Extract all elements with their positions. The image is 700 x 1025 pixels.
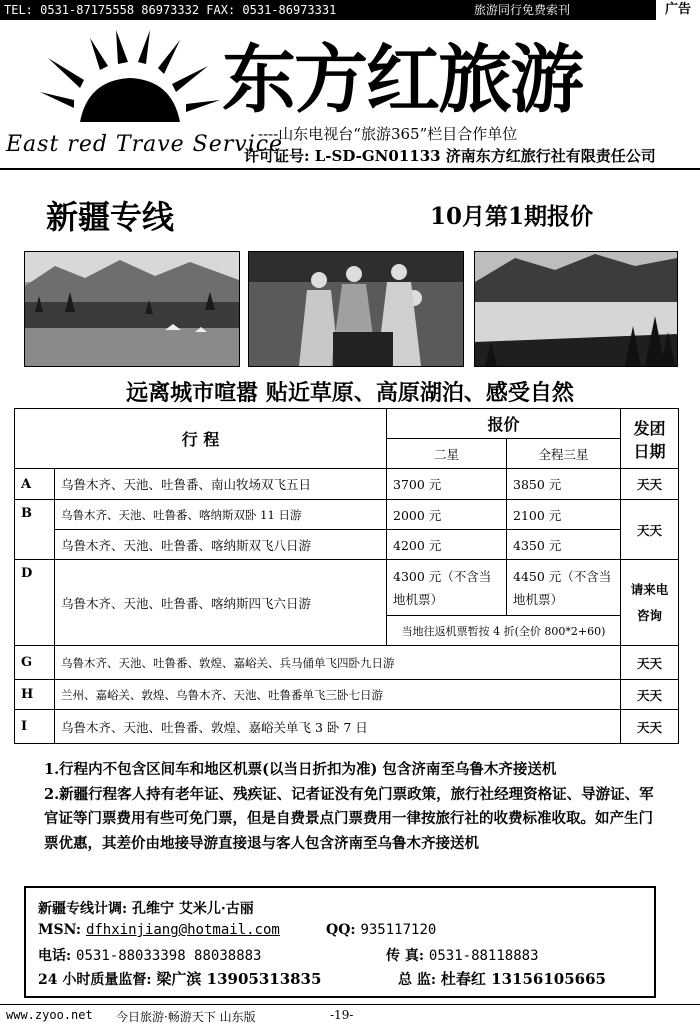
route-code: I [15, 710, 55, 744]
price-header: 报价 [387, 409, 621, 439]
departure-date: 天天 [621, 710, 679, 744]
brand-name: 东方红旅游 [222, 37, 582, 123]
footer-divider [0, 1004, 700, 1005]
departure-date: 天天 [621, 469, 679, 500]
route-code: B [15, 500, 55, 560]
table-row [15, 646, 679, 680]
price-three-star: 2100 元 [507, 500, 621, 530]
fax-number: 0531-88118883 [428, 948, 539, 964]
price-two-star: 4300 元（不含当地机票） [387, 560, 507, 616]
page-number: -19- [330, 1008, 354, 1022]
price-two-star: 4200 元 [387, 530, 507, 560]
lake-photo [474, 251, 678, 367]
note-item: 2.新疆行程客人持有老年证、残疾证、记者证没有免门票政策，旅行社经理资格证、导游证、军官证等门票费用有些可免门票，但是自费景点门票费用一律按旅行社的收费标准收取。如产生门票优惠，其差价由地接导游直接退与客人包含济南至乌鲁木齐接送机 [44, 785, 654, 852]
route-code: A [15, 469, 55, 500]
route-code: G [15, 646, 55, 680]
director-contact: 杜春红 13156105665 [440, 970, 606, 988]
english-name: East red Trave Service [6, 132, 284, 157]
top-bar [0, 0, 700, 20]
tagline: ----山东电视台“旅游365”栏目合作单位 [258, 125, 518, 143]
grassland-photo [24, 251, 240, 367]
free-index-label: 旅游同行免费索刊 [474, 3, 571, 17]
sun-logo-icon [40, 30, 220, 130]
departure-date: 天天 [621, 500, 679, 560]
contact-box [24, 886, 656, 998]
msn-email-link[interactable]: dfhxinjiang@hotmail.com [85, 922, 280, 938]
departure-date: 天天 [621, 646, 679, 680]
route-code: H [15, 680, 55, 710]
departure-header: 发团日期 [621, 409, 679, 469]
price-table [14, 408, 679, 744]
route-title: 新疆专线 [46, 198, 175, 236]
msn-label: MSN: [38, 922, 82, 938]
phone-label: 电话: [38, 948, 72, 964]
route-name: 乌鲁木齐、天池、吐鲁番、喀纳斯双卧 11 日游 [55, 500, 387, 530]
price-three-star: 4350 元 [507, 530, 621, 560]
dancers-photo [248, 251, 464, 367]
route-name: 兰州、嘉峪关、敦煌、乌鲁木齐、天池、吐鲁番单飞三卧七日游 [55, 680, 621, 710]
slogan: 远离城市喧嚣 贴近草原、高原湖泊、感受自然 [126, 381, 574, 406]
departure-date: 天天 [621, 680, 679, 710]
header [0, 20, 700, 170]
table-row [15, 530, 679, 560]
route-name: 乌鲁木齐、天池、吐鲁番、喀纳斯双飞八日游 [55, 530, 387, 560]
notes [44, 758, 664, 856]
qq-number: 935117120 [360, 922, 437, 938]
footer-slogan: 今日旅游·畅游天下 山东版 [116, 1010, 256, 1024]
header-divider [0, 168, 700, 170]
price-two-star: 3700 元 [387, 469, 507, 500]
route-header: 行 程 [15, 409, 387, 469]
phone-number: 0531-88033398 88038883 [76, 948, 262, 964]
table-row [15, 710, 679, 744]
route-name: 乌鲁木齐、天池、吐鲁番、敦煌、嘉峪关单飞 3 卧 7 日 [55, 710, 621, 744]
ad-badge: 广告 [656, 0, 700, 20]
route-name: 乌鲁木齐、天池、吐鲁番、南山牧场双飞五日 [55, 469, 387, 500]
table-row [15, 560, 679, 616]
price-three-star: 3850 元 [507, 469, 621, 500]
table-row [15, 680, 679, 710]
route-name: 乌鲁木齐、天池、吐鲁番、喀纳斯四飞六日游 [55, 560, 387, 646]
license-info: 许可证号: L-SD-GN01133 济南东方红旅行社有限责任公司 [244, 147, 656, 165]
supervisor-contact: 梁广滨 13905313835 [156, 970, 322, 988]
supervisor-label: 24 小时质量监督: [38, 972, 152, 988]
table-row [15, 500, 679, 530]
route-name: 乌鲁木齐、天池、吐鲁番、敦煌、嘉峪关、兵马俑单飞四卧九日游 [55, 646, 621, 680]
price-two-star: 2000 元 [387, 500, 507, 530]
airfare-note: 当地往返机票暂按 4 折(全价 800*2+60) [387, 616, 621, 646]
price-three-star: 4450 元（不含当地机票） [507, 560, 621, 616]
route-code: D [15, 560, 55, 646]
footer [0, 1008, 700, 1025]
website-link[interactable]: www.zyoo.net [6, 1008, 93, 1022]
departure-date: 请来电咨询 [621, 560, 679, 646]
top-contact-info: TEL: 0531-87175558 86973332 FAX: 0531-86973331 [4, 3, 337, 17]
planners: 新疆专线计调: 孔维宁 艾米儿·古丽 [38, 901, 254, 917]
qq-label: QQ: [326, 922, 356, 938]
period-title: 10月第1期报价 [430, 203, 594, 230]
table-row [15, 469, 679, 500]
director-label: 总 监: [398, 972, 437, 988]
two-star-header: 二星 [387, 439, 507, 469]
fax-label: 传 真: [386, 948, 425, 964]
three-star-header: 全程三星 [507, 439, 621, 469]
note-item: 1.行程内不包含区间车和地区机票(以当日折扣为准) 包含济南至乌鲁木齐接送机 [44, 761, 557, 778]
